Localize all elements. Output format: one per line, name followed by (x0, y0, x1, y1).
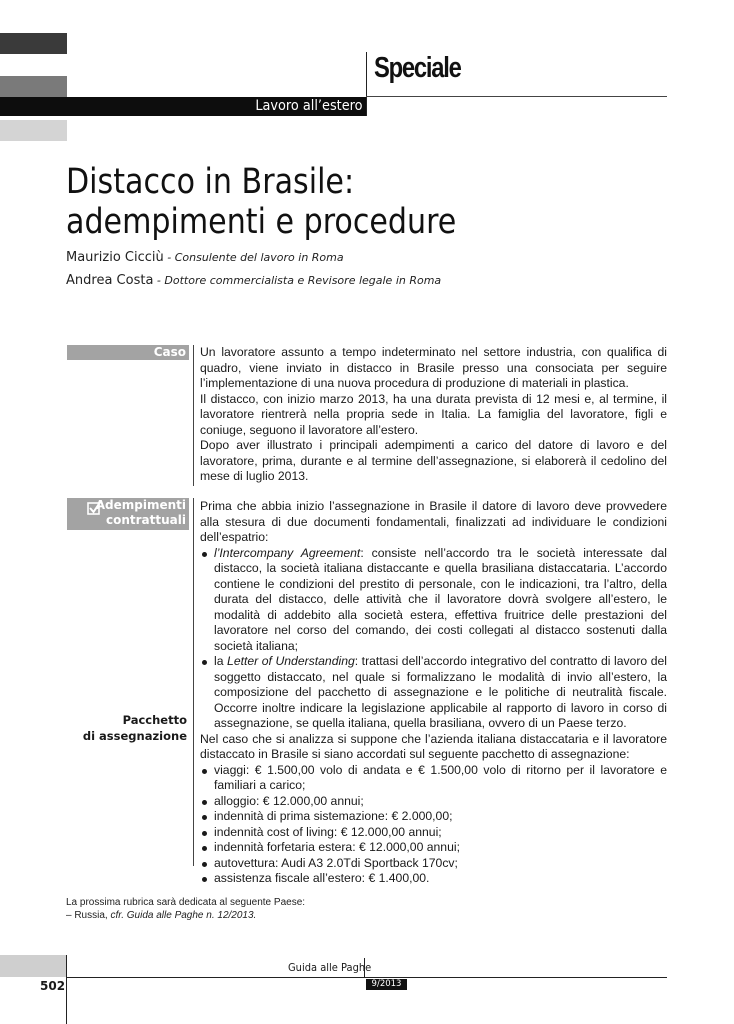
list-item: assistenza fiscale all’estero: € 1.400,00. (200, 871, 667, 887)
caso-text (200, 345, 667, 485)
list-item: indennità di prima sistemazione: € 2.000,00; (200, 809, 667, 825)
author-2 (66, 273, 441, 288)
decor-stripe-dark (0, 33, 67, 54)
caso-paragraph: Dopo aver illustrato i principali adempimenti a carico del datore di lavoro e del lavoratore, prima, durante e al termine dell’assegnazione, si elaborerà il cedolino del mese di luglio 2013. (200, 438, 667, 483)
list-item: indennità forfetaria estera: € 12.000,00 annui; (200, 840, 667, 856)
list-item: l’Intercompany Agreement: consiste nell’accordo tra le società interessate dal distacco, la società italiana distaccante e quella brasiliana distaccataria. L’accordo contiene le condizioni del prestito di personale, con le indicazioni, tra l’altro, della durata del distacco, delle attività che il lavoratore dovrà svolgere all’estero, le modalità di addebito alla società estera, effettiva fruitrice delle prestazioni del lavoratore nel corso del comando, dei costi collegati al distacco sostenuti dalla società italiana; (200, 546, 667, 655)
article-title-line1: Distacco in Brasile: (66, 162, 355, 202)
note-line2: – Russia, cfr. Guida alle Paghe n. 12/2013. (66, 910, 257, 921)
caso-rule (193, 345, 194, 486)
rubric-label: Lavoro all’estero (255, 98, 363, 114)
pacchetto-label-line1: Pacchetto (122, 713, 187, 727)
checkbox-icon (87, 500, 102, 515)
list-item: indennità cost of living: € 12.000,00 annui; (200, 825, 667, 841)
footer-decor (0, 955, 66, 977)
caso-paragraph: Il distacco, con inizio marzo 2013, ha una durata prevista di 12 mesi e, al termine, il lavoratore rientrerà nella propria sede in Italia. La famiglia del lavoratore, figli e coniuge, seguono il lavoratore all’estero. (200, 391, 667, 437)
adempimenti-label-line2: contrattuali (106, 513, 186, 527)
pacchetto-label-line2: di assegnazione (82, 728, 187, 743)
issue-badge: 9/2013 (366, 979, 407, 990)
rubric-bar (67, 97, 366, 116)
pacchetto-intro: Nel caso che si analizza si suppone che l’azienda italiana distaccataria e il lavoratore distaccato in Brasile si siano accordati sul seguente pacchetto di assegnazione: (200, 731, 667, 761)
pacchetto-label (67, 713, 187, 744)
decor-stripe-mid (0, 76, 67, 97)
article-title-line2: adempimenti e procedure (66, 202, 457, 242)
adempimenti-label-line1: Adempimenti (95, 498, 186, 512)
publication-name: Guida alle Paghe (288, 961, 372, 974)
next-issue-note (66, 896, 305, 922)
section-title: Speciale (374, 52, 461, 84)
author-role: - Dottore commercialista e Revisore legale in Roma (153, 274, 442, 287)
page-number: 502 (40, 979, 66, 993)
caso-caption: Caso (67, 345, 189, 360)
author-role: - Consulente del lavoro in Roma (163, 251, 344, 264)
pacchetto-list (200, 763, 667, 887)
header-divider-horizontal (366, 96, 667, 97)
author-name: Andrea Costa (66, 273, 154, 288)
adempimenti-rule (193, 498, 194, 866)
list-item: la Letter of Understanding: trattasi dell’accordo integrativo del contratto di lavoro del soggetto distaccato, nel quale si formalizzano le modalità di invio all’estero, la composizione del pacchetto di assegnazione e le politiche di neutralità fiscale. Occorre inoltre indicare la legislazione applicabile al rapporto di lavoro in corso di assegnazione, se quella italiana, quella brasiliana, ovvero di un Paese terzo. (200, 654, 667, 732)
article-title (66, 162, 456, 242)
footer-divider-vertical (66, 955, 67, 1024)
header-divider-vertical (366, 52, 367, 116)
adempimenti-list (200, 546, 667, 732)
decor-stripe-black (0, 97, 67, 116)
adempimenti-caption (67, 498, 189, 530)
adempimenti-text (200, 499, 667, 887)
note-line1: La prossima rubrica sarà dedicata al seguente Paese: (66, 897, 306, 908)
list-item: viaggi: € 1.500,00 volo di andata e € 1.500,00 volo di ritorno per il lavoratore e familiari a carico; (200, 763, 667, 794)
list-item: autovettura: Audi A3 2.0Tdi Sportback 170cv; (200, 856, 667, 872)
list-item: alloggio: € 12.000,00 annui; (200, 794, 667, 810)
caso-paragraph: Un lavoratore assunto a tempo indeterminato nel settore industria, con qualifica di quadro, viene inviato in distacco in Brasile presso una consociata per seguire l’implementazione di una nuova procedura di produzione di materiali in plastica. (200, 345, 667, 390)
author-name: Maurizio Cicciù (66, 250, 164, 265)
adempimenti-intro: Prima che abbia inizio l’assegnazione in Brasile il datore di lavoro deve provvedere alla stesura di due documenti fondamentali, finalizzati ad individuare le condizioni dell’espatrio: (200, 499, 667, 544)
decor-stripe-light (0, 120, 67, 141)
author-1 (66, 250, 344, 265)
footer-divider-horizontal (66, 977, 667, 978)
